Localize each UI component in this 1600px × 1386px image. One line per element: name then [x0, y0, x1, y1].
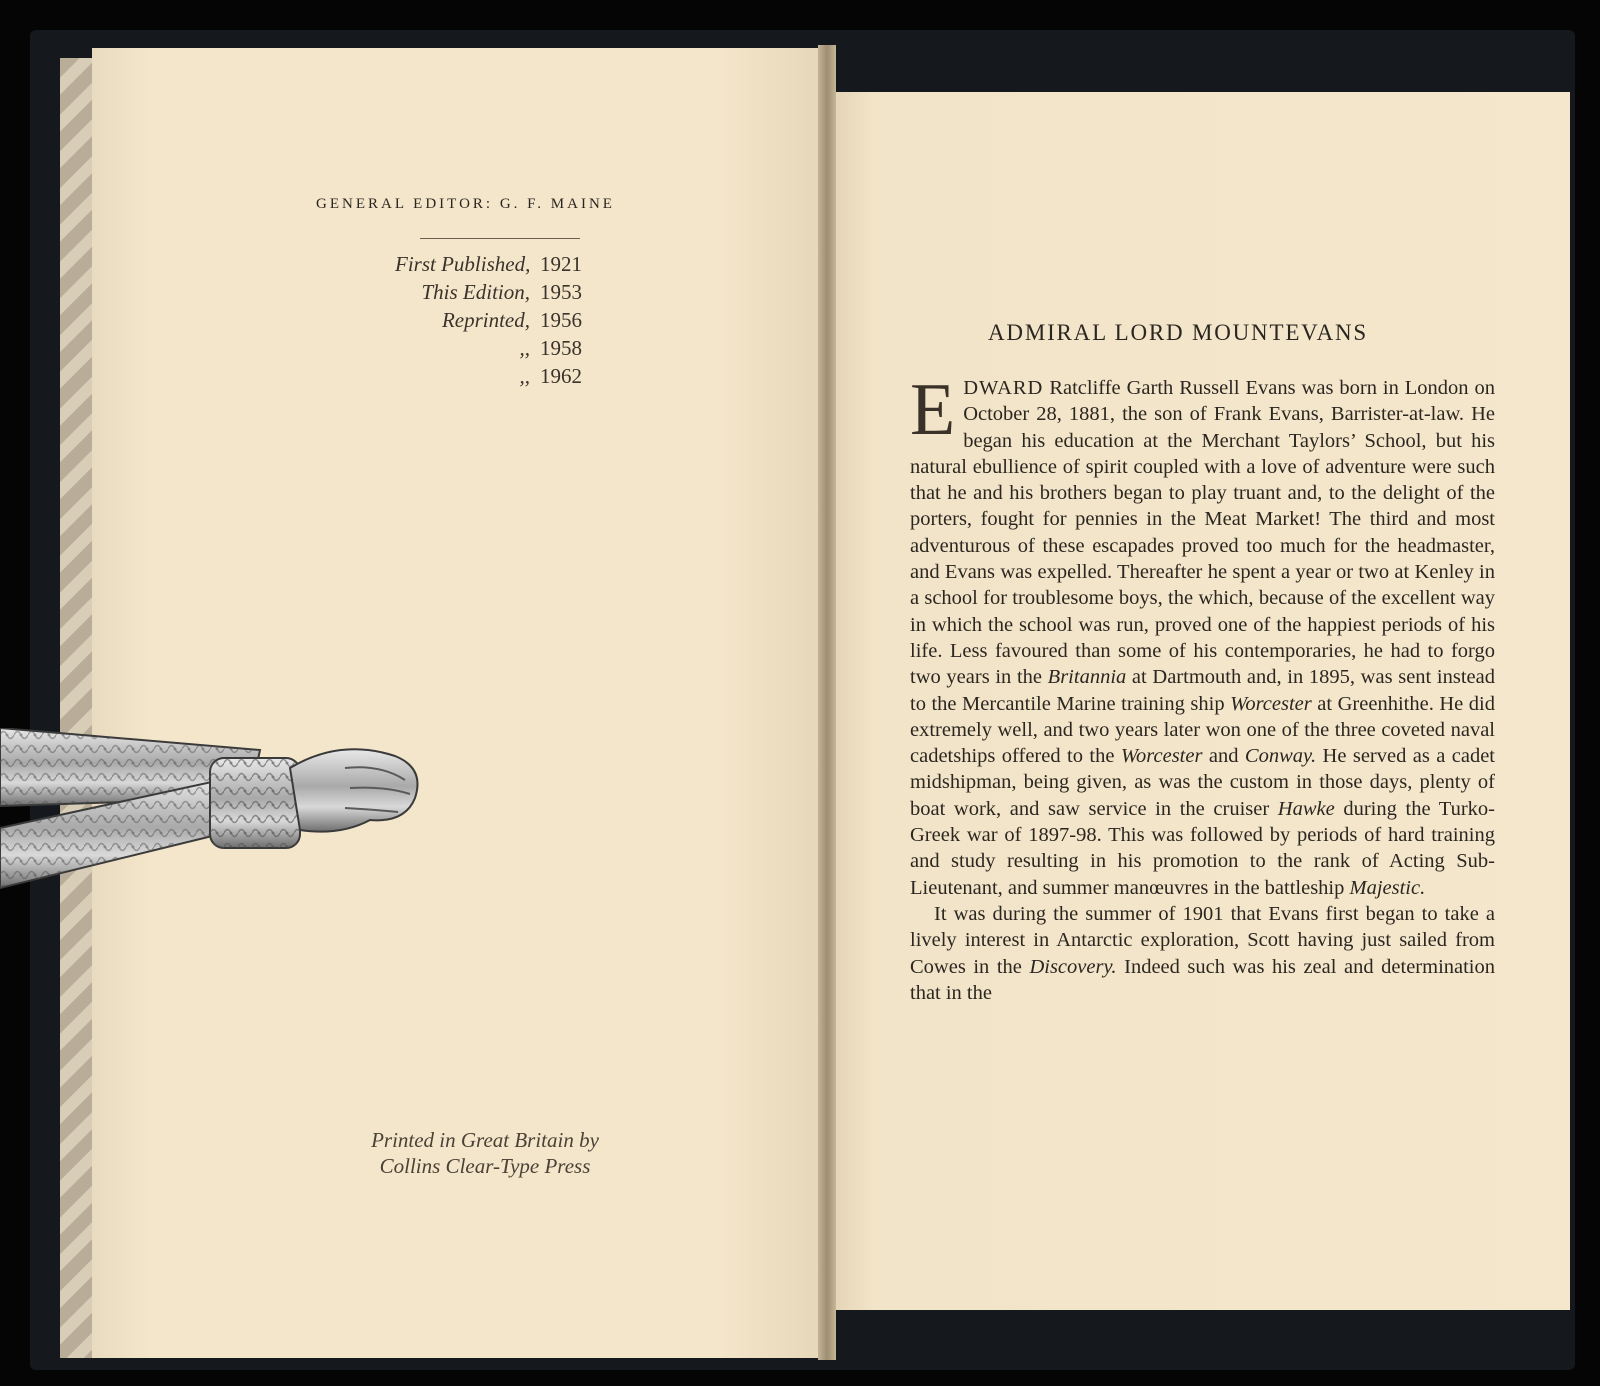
ship-name: Britannia [1047, 666, 1127, 689]
text-run: at Dartmouth and, in 1895, was sent instead to the Mercantile Marine training ship [910, 666, 1495, 715]
paragraph [910, 369, 1495, 901]
text-run: Ratcliffe Garth Russell Evans was born in London on October 28, 1881, the son of Frank Evans, Barrister-at-law. He began his education at the Merchant Taylors’ School, but his natural ebullience of spirit coupled with a love of adventure were such that he and his brothers began to play truant and, to the delight of the porters, fought for pennies in the Meat Market! The third and most adventurous of these escapades proved too much for the headmaster, and Evans was expelled. Thereafter he spent a year or two at Kenley in a school for troublesome boys, the which, because of the excellent way in which the school was run, proved one of the happiest periods of his life. Less favoured than some of his contemporaries, he had to forgo two years in the [910, 377, 1495, 689]
imprint-list [395, 250, 595, 390]
body-text [910, 369, 1495, 1006]
chapter-title: ADMIRAL LORD MOUNTEVANS [988, 320, 1369, 345]
printer-line: Collins Clear-Type Press [379, 1154, 591, 1178]
imprint-label: ,, [519, 364, 530, 388]
imprint-year: 1953 [540, 280, 582, 304]
text-run: and [1202, 745, 1245, 768]
ship-name: Worcester [1230, 692, 1312, 715]
book-gutter [818, 45, 836, 1360]
imprint-label: Reprinted, [441, 308, 530, 332]
ship-name: Majestic. [1349, 876, 1426, 899]
imprint-row [395, 250, 595, 278]
imprint-label: First Published, [395, 252, 531, 276]
ship-name: Conway. [1244, 745, 1317, 768]
imprint-row [395, 278, 595, 306]
imprint-label: ,, [519, 336, 530, 360]
imprint-row [395, 362, 595, 390]
text-run: at Greenhithe. He did extremely well, and two years later won one of the three coveted naval cadetships offered to the [910, 692, 1495, 768]
imprint-row [395, 306, 595, 334]
first-word-rest: DWARD [963, 377, 1044, 399]
text-run: It was during the summer of 1901 that Evans first began to take a lively interest in Antarctic exploration, Scott having just sailed from Cowes in the [910, 902, 1495, 978]
imprint-year: 1921 [540, 252, 582, 276]
imprint-label: This Edition, [421, 280, 530, 304]
ship-name: Hawke [1277, 797, 1335, 820]
page-clip-icon [0, 728, 450, 908]
text-run: He served as a cadet midshipman, being given, as was the custom in those days, plenty of boat work, and saw service in the cruiser [910, 745, 1495, 820]
general-editor-line: GENERAL EDITOR: G. F. MAINE [316, 196, 615, 212]
imprint-year: 1958 [540, 336, 582, 360]
divider-rule [420, 238, 580, 239]
paragraph [910, 901, 1495, 1006]
text-run: Indeed such was his zeal and determination that in the [910, 955, 1495, 1004]
printer-credit [355, 1127, 615, 1179]
imprint-year: 1962 [540, 364, 582, 388]
drop-cap: E [910, 369, 956, 451]
ship-name: Discovery. [1029, 955, 1117, 978]
imprint-row [395, 334, 595, 362]
printer-line: Printed in Great Britain by [371, 1128, 599, 1152]
imprint-year: 1956 [540, 308, 582, 332]
ship-name: Worcester [1120, 745, 1203, 768]
text-run: during the Turko-Greek war of 1897-98. This was followed by periods of hard training and study resulting in his promotion to the rank of Acting Sub-Lieutenant, and summer manœuvres in the battleship [910, 797, 1495, 899]
